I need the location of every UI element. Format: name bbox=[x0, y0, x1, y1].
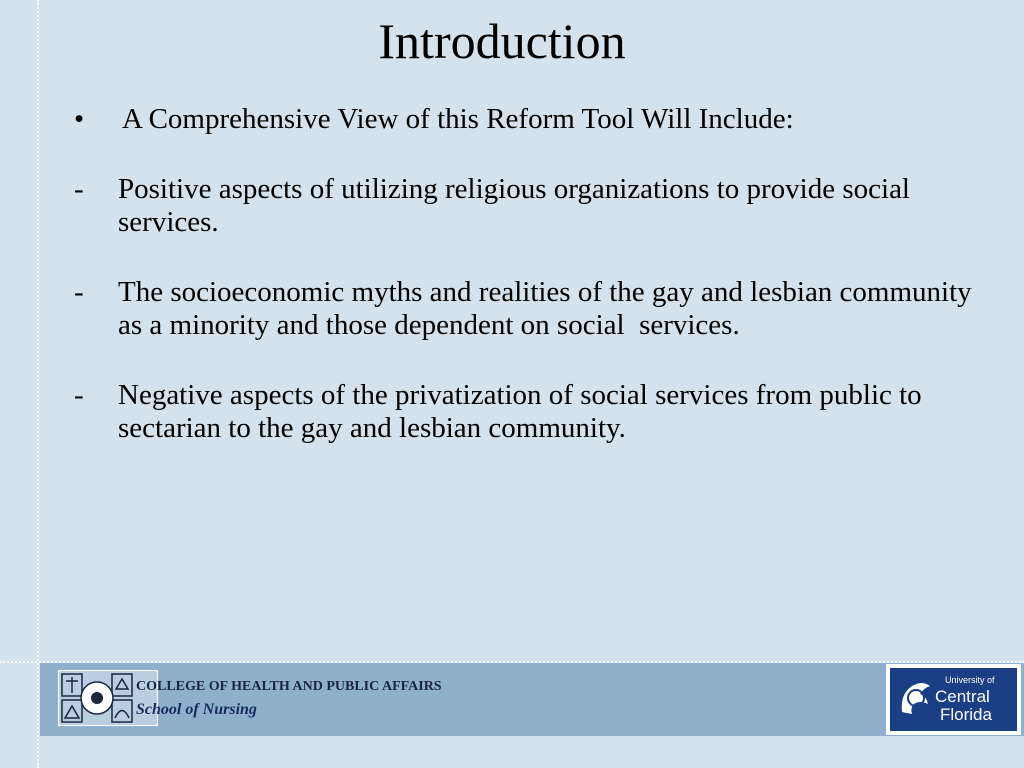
ucf-logo bbox=[886, 664, 1021, 735]
vertical-dotted-divider bbox=[37, 0, 39, 768]
dash-icon: - bbox=[74, 173, 84, 205]
pegasus-icon bbox=[896, 676, 936, 720]
slide-title: Introduction bbox=[378, 13, 626, 69]
footer-band bbox=[40, 663, 1024, 736]
list-item-text: The socioeconomic myths and realities of the gay and lesbian community as a minority and those dependent on social services. bbox=[118, 276, 979, 341]
ucf-florida: Florida bbox=[940, 705, 992, 724]
school-name: School of Nursing bbox=[136, 701, 257, 718]
dash-icon: - bbox=[74, 379, 84, 411]
list-item bbox=[74, 276, 979, 342]
intro-bullet-text: A Comprehensive View of this Reform Tool Will Include: bbox=[122, 103, 794, 135]
bullet-icon: • bbox=[74, 103, 85, 135]
college-name: COLLEGE OF HEALTH AND PUBLIC AFFAIRS bbox=[136, 679, 442, 694]
ucf-university-of: University of bbox=[945, 675, 995, 685]
ucf-central: Central bbox=[935, 687, 990, 706]
list-item bbox=[74, 379, 974, 445]
intro-bullet bbox=[74, 103, 974, 136]
dash-icon: - bbox=[74, 276, 84, 308]
slide-content bbox=[74, 103, 979, 445]
list-item bbox=[74, 173, 974, 239]
list-item-text: Positive aspects of utilizing religious organizations to provide social services. bbox=[118, 173, 910, 238]
list-item-text: Negative aspects of the privatization of social services from public to sectarian to the gay and lesbian community. bbox=[118, 379, 922, 444]
